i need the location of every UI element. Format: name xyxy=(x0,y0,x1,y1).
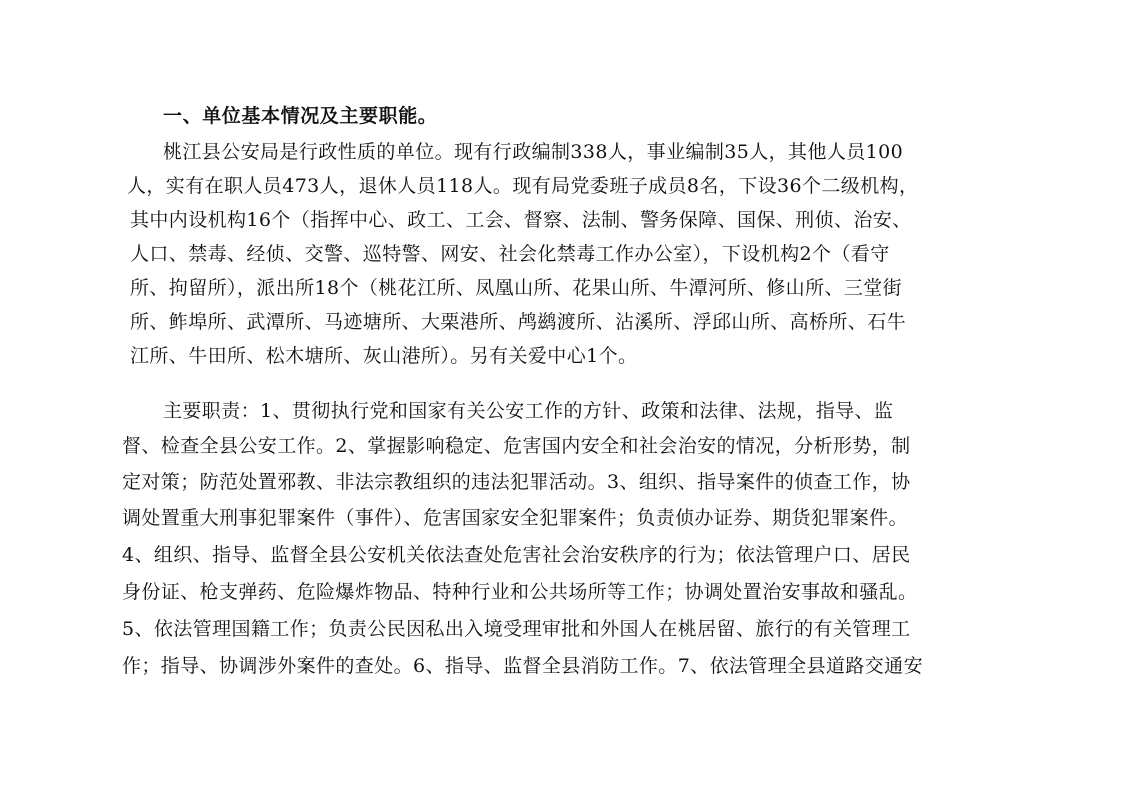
intro-line: 桃江县公安局是行政性质的单位。现有行政编制338人，事业编制35人，其他人员100 xyxy=(163,141,904,163)
duties-line: 身份证、枪支弹药、危险爆炸物品、特种行业和公共场所等工作；协调处置治安事故和骚乱。 xyxy=(122,581,918,603)
duties-line: 主要职责：1、贯彻执行党和国家有关公安工作的方针、政策和法律、法规，指导、监 xyxy=(163,400,894,422)
intro-line: 所、拘留所），派出所18个（桃花江所、凤凰山所、花果山所、牛潭河所、修山所、三堂街 xyxy=(130,277,903,299)
duties-line: 5、依法管理国籍工作；负责公民因私出入境受理审批和外国人在桃居留、旅行的有关管理工 xyxy=(122,618,911,640)
section-heading: 一、单位基本情况及主要职能。 xyxy=(163,105,438,127)
duties-line: 作；指导、协调涉外案件的查处。6、指导、监督全县消防工作。7、依法管理全县道路交通安 xyxy=(122,655,923,677)
duties-line: 督、检查全县公安工作。2、掌握影响稳定、危害国内安全和社会治安的情况，分析形势，制 xyxy=(122,435,911,457)
intro-line: 人口、禁毒、经侦、交警、巡特警、网安、社会化禁毒工作办公室），下设机构2个（看守 xyxy=(130,243,890,265)
duties-line: 4、组织、指导、监督全县公安机关依法查处危害社会治安秩序的行为；依法管理户口、居民 xyxy=(122,544,911,566)
intro-line: 所、鲊埠所、武潭所、马迹塘所、大栗港所、鸬鹚渡所、沾溪所、浮邱山所、高桥所、石牛 xyxy=(130,311,907,333)
intro-line: 人，实有在职人员473人，退休人员118人。现有局党委班子成员8名，下设36个二级机构， xyxy=(127,175,919,197)
duties-line: 定对策；防范处置邪教、非法宗教组织的违法犯罪活动。3、组织、指导案件的侦查工作，协 xyxy=(122,471,911,493)
intro-line: 其中内设机构16个（指挥中心、政工、工会、督察、法制、警务保障、国保、刑侦、治安、 xyxy=(130,209,912,231)
duties-line: 调处置重大刑事犯罪案件（事件）、危害国家安全犯罪案件；负责侦办证券、期货犯罪案件。 xyxy=(122,507,908,529)
intro-line: 江所、牛田所、松木塘所、灰山港所）。另有关爱中心1个。 xyxy=(130,345,638,367)
